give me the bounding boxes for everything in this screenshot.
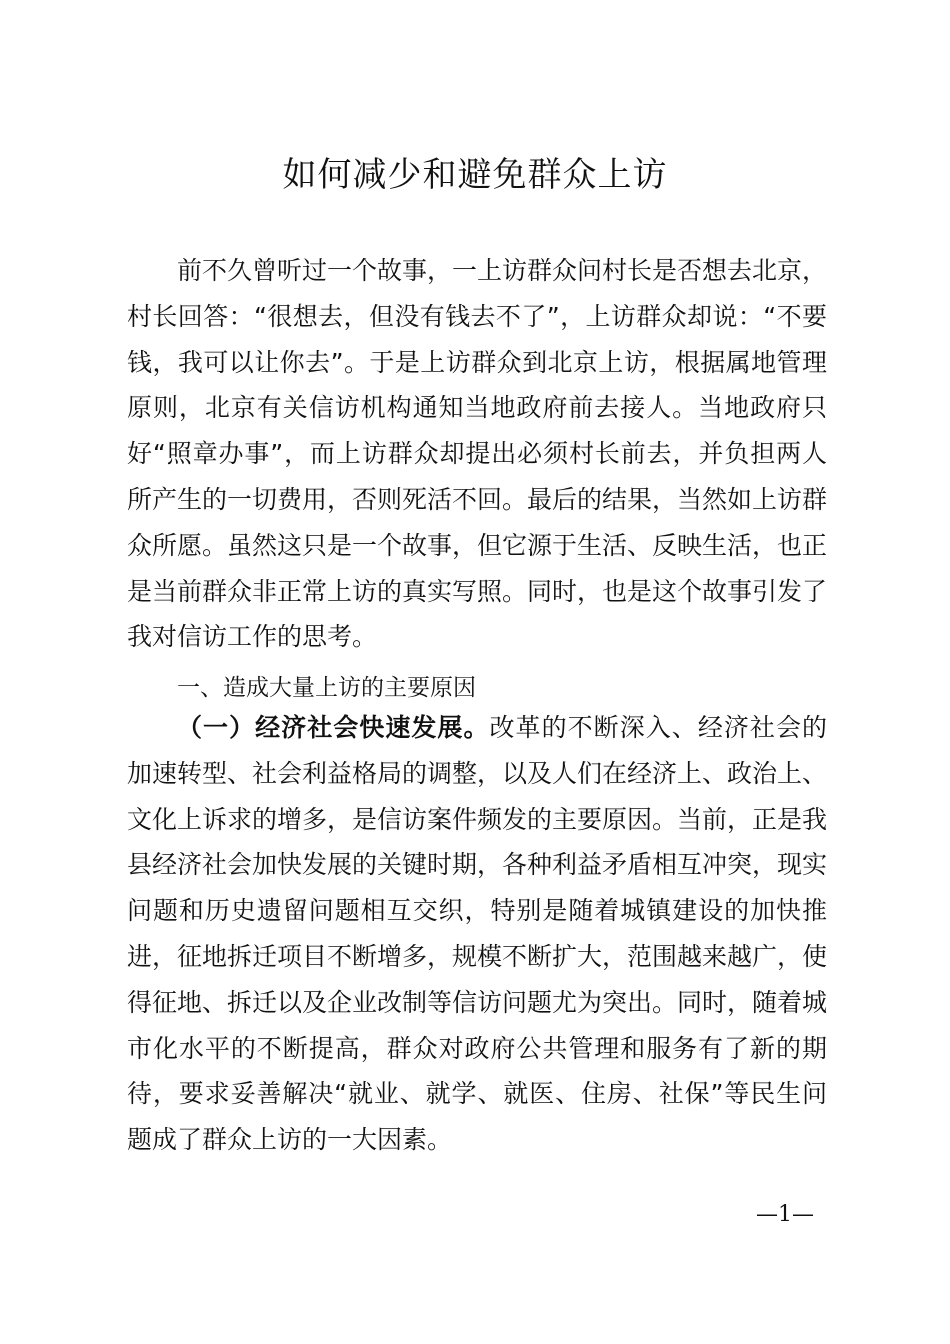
document-title: 如何减少和避免群众上访 — [282, 155, 668, 195]
paragraph-economic-development — [127, 705, 827, 1163]
page-number: —1— — [756, 1202, 814, 1227]
section-heading: 一、造成大量上访的主要原因 — [177, 675, 476, 701]
paragraph-lead-bold: （一）经济社会快速发展。 — [177, 713, 490, 742]
paragraph-story: 前不久曾听过一个故事，一上访群众问村长是否想去北京，村长回答：“很想去，但没有钱去不了”，上访群众却说：“不要钱，我可以让你去”。于是上访群众到北京上访，根据属地管理原则，北京有关信访机构通知当地政府前去接人。当地政府只好“照章办事”，而上访群众却提出必须村长前去，并负担两人所产生的一切费用，否则死活不回。最后的结果，当然如上访群众所愿。虽然这只是一个故事，但它源于生活、反映生活，也正是当前群众非正常上访的真实写照。同时，也是这个故事引发了我对信访工作的思考。 — [127, 256, 828, 652]
paragraph-body: 改革的不断深入、经济社会的加速转型、社会利益格局的调整，以及人们在经济上、政治上、文化上诉求的增多，是信访案件频发的主要原因。当前，正是我县经济社会加快发展的关键时期，各种利益矛盾相互冲突，现实问题和历史遗留问题相互交织，特别是随着城镇建设的加快推进，征地拆迁项目不断增多，规模不断扩大，范围越来越广，使得征地、拆迁以及企业改制等信访问题尤为突出。同时，随着城市化水平的不断提高，群众对政府公共管理和服务有了新的期待，要求妥善解决“就业、就学、就医、住房、社保”等民生问题成了群众上访的一大因素。 — [127, 713, 828, 1155]
